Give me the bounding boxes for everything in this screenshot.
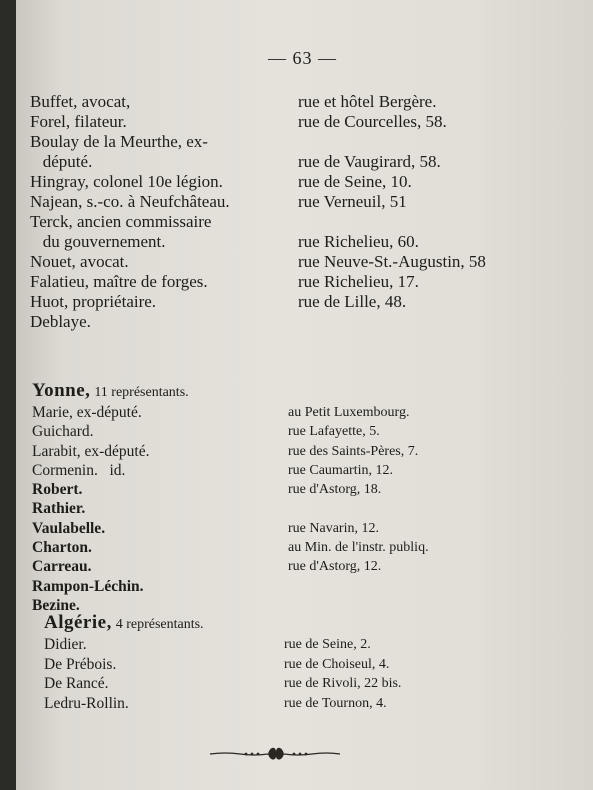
rep-address: rue d'Astorg, 12. (288, 559, 382, 575)
rep-address: rue Navarin, 12. (288, 520, 379, 536)
rep-name: Najean, s.-co. à Neufchâteau. (30, 192, 230, 211)
rep-name: De Prébois. (44, 655, 117, 673)
rep-name: Marie, ex-député. (32, 404, 142, 421)
department-name: Yonne, (32, 380, 91, 401)
rep-name: Rampon-Léchin. (32, 577, 144, 595)
representative-count: 11 représentants. (94, 385, 189, 400)
rep-name: du gouvernement. (30, 232, 166, 251)
rep-name: Ledru-Rollin. (44, 694, 129, 712)
rep-name: Charton. (32, 539, 92, 557)
rep-address: rue Verneuil, 51 (298, 192, 407, 211)
rep-name: Guichard. (32, 423, 94, 441)
rep-name: Didier. (44, 636, 87, 653)
rep-address: rue de Vaugirard, 58. (298, 152, 441, 171)
page-number: — 63 — (268, 48, 337, 68)
rep-name: Huot, propriétaire. (30, 292, 157, 311)
rep-address: rue Richelieu, 17. (298, 272, 419, 291)
heading-line (32, 381, 189, 402)
rep-name: Vaulabelle. (32, 519, 106, 537)
rep-name: Boulay de la Meurthe, ex- (30, 132, 208, 151)
heading-line (44, 613, 204, 634)
rep-address: rue de Seine, 2. (284, 637, 371, 652)
rep-address: rue Richelieu, 60. (298, 232, 419, 251)
rep-address: au Min. de l'instr. publiq. (288, 540, 429, 556)
rep-address: rue de Courcelles, 58. (298, 112, 447, 131)
rep-name: Falatieu, maître de forges. (30, 272, 208, 291)
rep-name: député. (30, 152, 93, 171)
rep-name: Robert. (32, 481, 83, 499)
rep-address: rue de Seine, 10. (298, 172, 412, 191)
rep-name: Deblaye. (30, 312, 91, 331)
ornament-divider-icon (206, 742, 346, 764)
rep-address: rue Neuve-St.-Augustin, 58 (298, 252, 486, 271)
rep-address: au Petit Luxembourg. (288, 405, 410, 420)
book-page (16, 0, 593, 790)
department-name: Algérie, (44, 612, 112, 633)
representative-count: 4 représentants. (115, 617, 204, 632)
rep-address: rue Caumartin, 12. (288, 462, 393, 478)
rep-address: rue d'Astorg, 18. (288, 482, 382, 498)
rep-address: rue de Lille, 48. (298, 292, 407, 311)
rep-address: rue de Tournon, 4. (284, 695, 387, 711)
rep-address: rue de Rivoli, 22 bis. (284, 676, 402, 692)
rep-address: rue des Saints-Pères, 7. (288, 443, 419, 459)
rep-name: Forel, filateur. (30, 112, 127, 131)
rep-address: rue Lafayette, 5. (288, 424, 380, 440)
rep-name: Terck, ancien commissaire (30, 212, 212, 231)
rep-name: Nouet, avocat. (30, 252, 129, 271)
rep-name: Carreau. (32, 558, 92, 576)
rep-address: rue et hôtel Bergère. (298, 92, 437, 111)
rep-name: Buffet, avocat, (30, 92, 131, 111)
rep-name: Bezine. (32, 596, 80, 614)
rep-name: Rathier. (32, 500, 86, 518)
rep-name: Cormenin. id. (32, 461, 126, 479)
rep-name: Larabit, ex-député. (32, 442, 150, 460)
rep-address: rue de Choiseul, 4. (284, 656, 390, 672)
rep-name: De Rancé. (44, 675, 109, 693)
rep-name: Hingray, colonel 10e légion. (30, 172, 223, 191)
